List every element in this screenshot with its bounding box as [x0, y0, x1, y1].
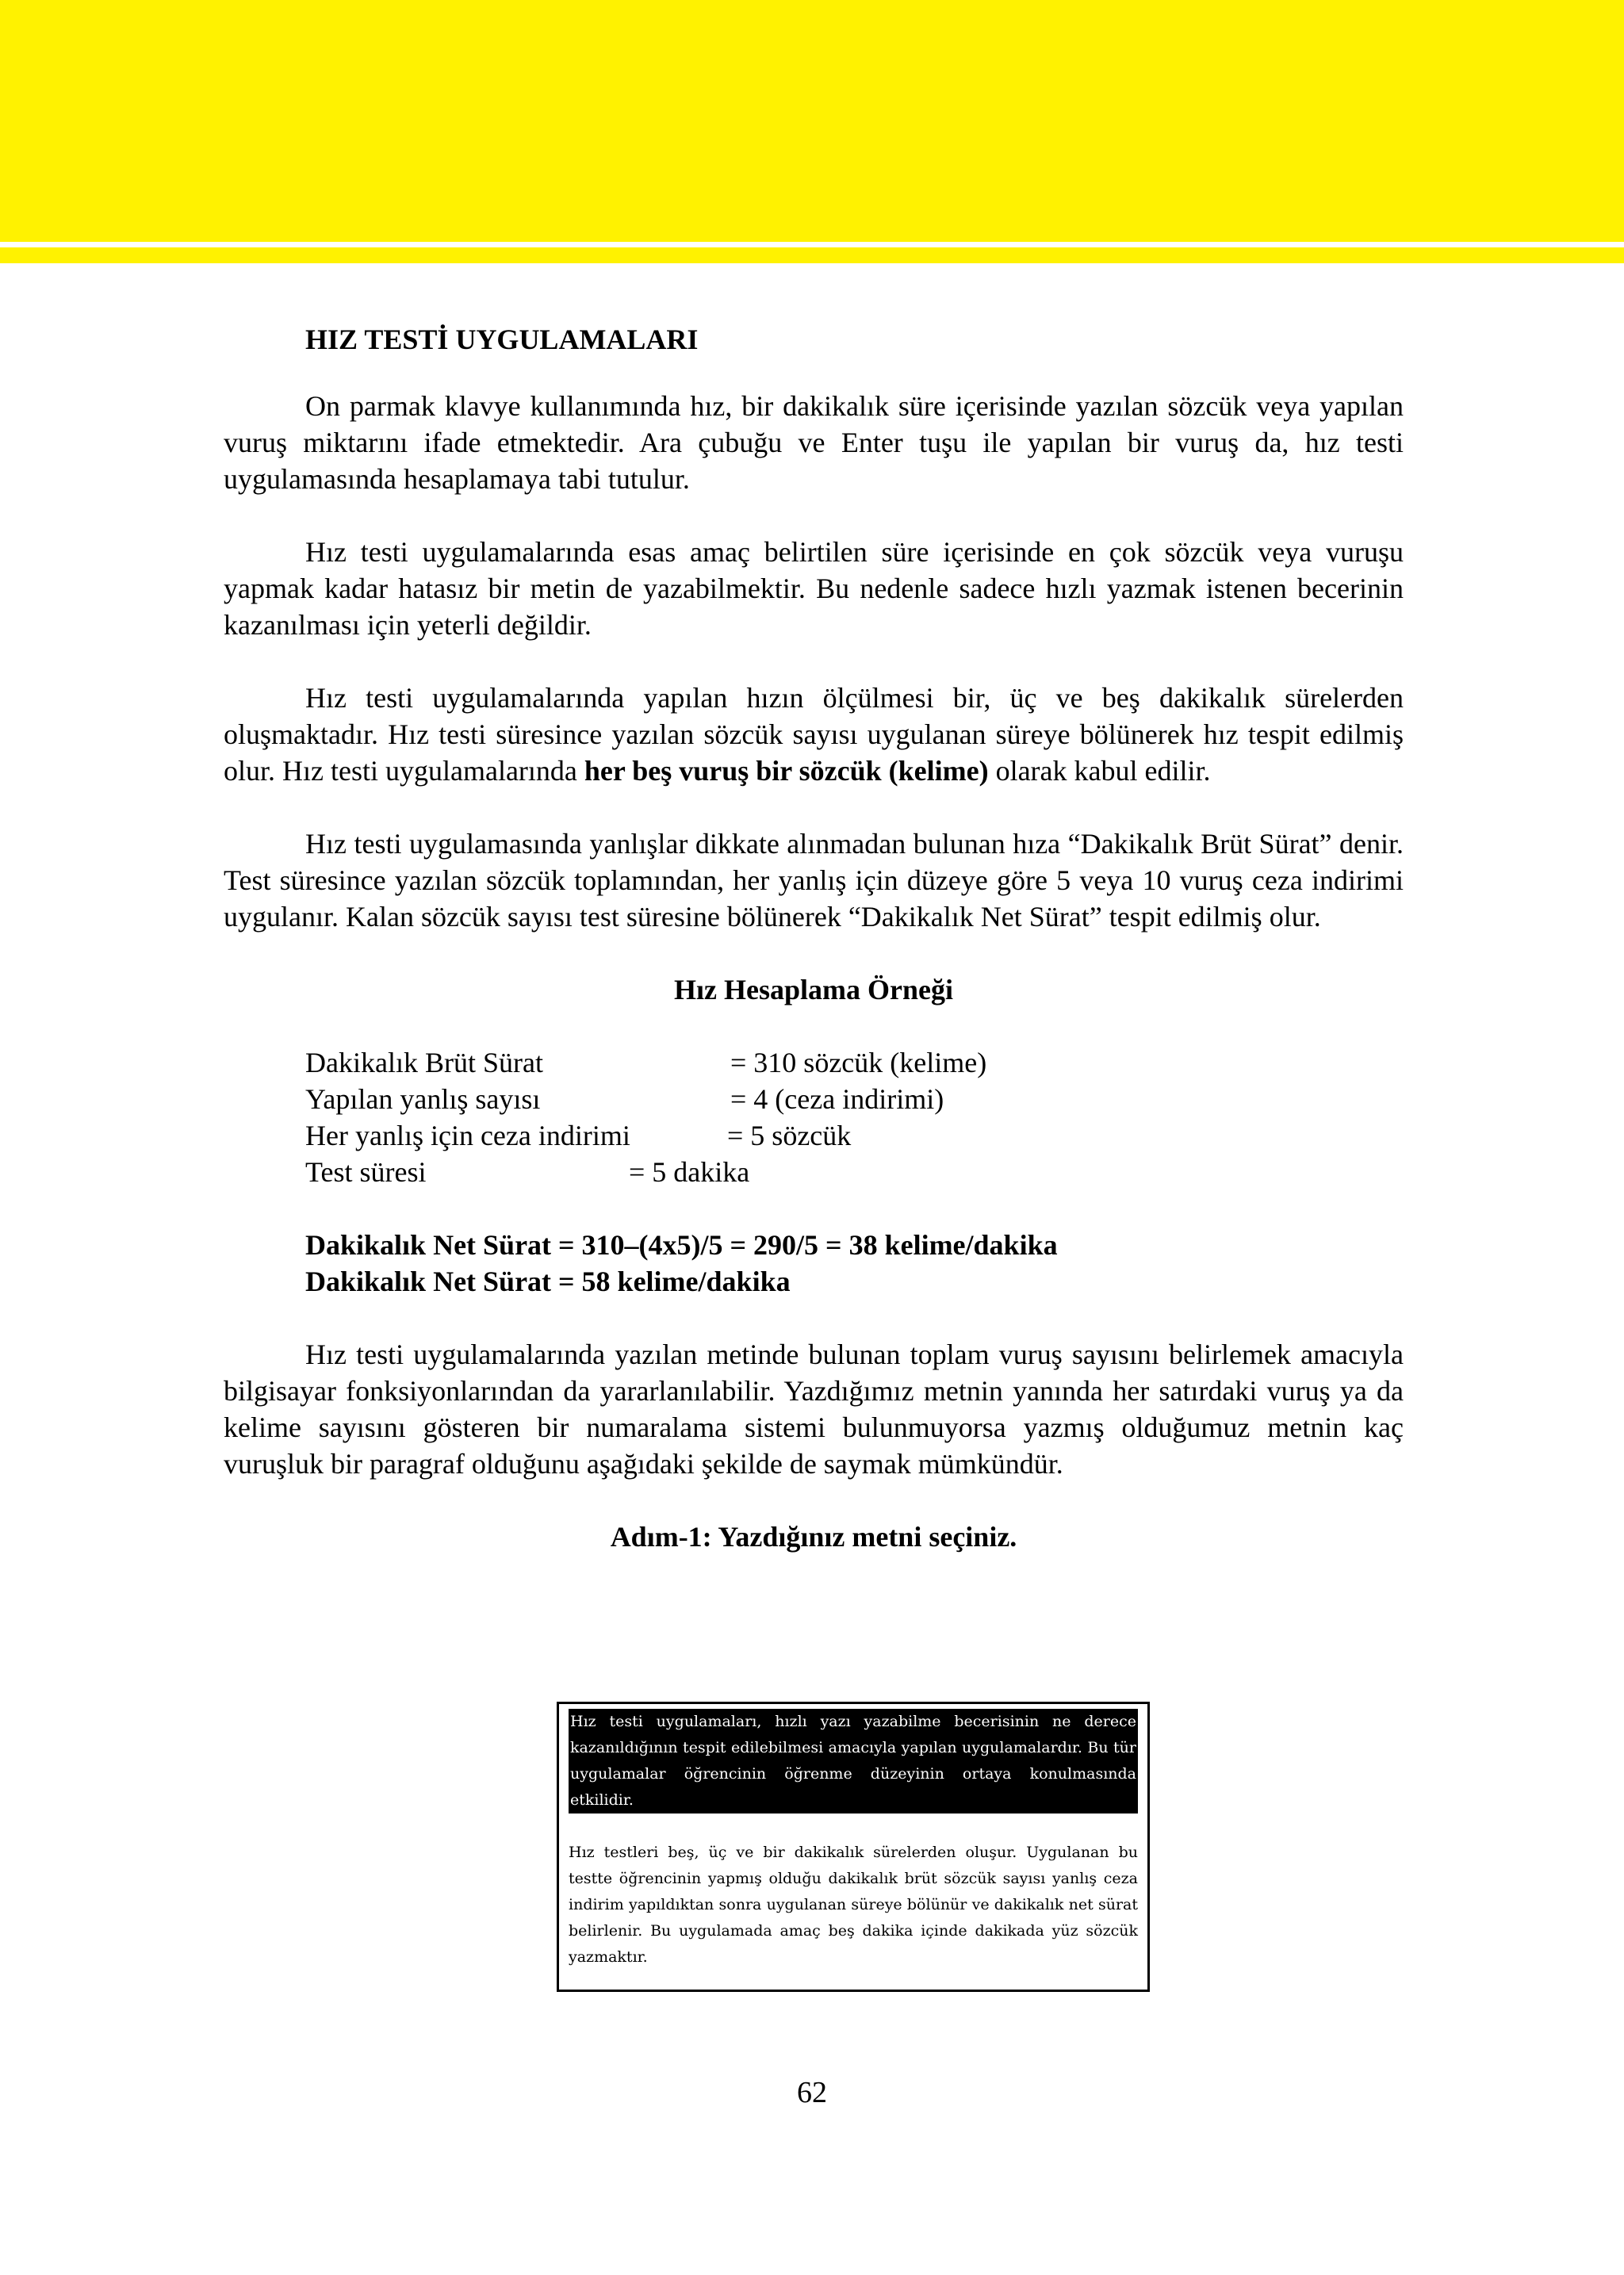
calculation-value: = 310 sözcük (kelime): [730, 1047, 987, 1078]
calculation-row: [305, 1044, 1404, 1081]
net-speed-results: [305, 1227, 1404, 1300]
paragraph-1: On parmak klavye kullanımında hız, bir dakikalık süre içerisinde yazılan sözcük veya yapılan vuruş miktarını ifade etmektedir. Ara çubuğu ve Enter tuşu ile yapılan bir vuruş da, hız testi uygulamasında hesaplamaya tabi tutulur.: [224, 390, 1404, 495]
net-speed-formula: Dakikalık Net Sürat = 310–(4x5)/5 = 290/5 = 38 kelime/dakika: [305, 1229, 1058, 1261]
paragraph-2: Hız testi uygulamalarında esas amaç belirtilen süre içerisinde en çok sözcük veya vuruşu yapmak kadar hatasız bir metin de yazabilmektir. Bu nedenle sadece hızlı yazmak istenen becerinin kazanılması için yeterli değildir.: [224, 536, 1404, 641]
calculation-label: Dakikalık Brüt Sürat: [305, 1047, 543, 1078]
calculation-label: Test süresi: [305, 1156, 427, 1188]
paragraph-5: Hız testi uygulamalarında yazılan metinde bulunan toplam vuruş sayısını belirlemek amacıyla bilgisayar fonksiyonlarından da yararlanılabilir. Yazdığımız metnin yanında her satırdaki vuruş ya da kelime sayısını gösteren bir numaralama sistemi bulunmuyorsa yazmış olduğumuz metnin kaç vuruşluk bir paragraf olduğunu aşağıdaki şekilde de saymak mümkündür.: [224, 1339, 1404, 1480]
paragraph-3-text-end: olarak kabul edilir.: [988, 755, 1211, 787]
page-number: 62: [797, 2076, 827, 2109]
step-title: Adım-1: Yazdığınız metni seçiniz.: [610, 1521, 1017, 1553]
section-heading: HIZ TESTİ UYGULAMALARI: [305, 324, 699, 355]
paragraph-3-text-start: Hız testi uygulamalarında yapılan hızın ölçülmesi bir, üç ve beş dakikalık sürelerden oluşmaktadır. Hız testi süresince yazılan sözcük sayısı uygulanan süreye bölünerek hız tespit edilmiş olur. Hız testi uygulamalarında: [224, 682, 1404, 787]
calculation-value: = 5 dakika: [629, 1156, 750, 1188]
page-content: [224, 321, 1404, 1591]
net-speed-result: Dakikalık Net Sürat = 58 kelime/dakika: [305, 1266, 791, 1297]
calculation-value: = 4 (ceza indirimi): [730, 1083, 944, 1115]
paragraph-4: Hız testi uygulamasında yanlışlar dikkate alınmadan bulunan hıza “Dakikalık Brüt Sürat” denir. Test süresince yazılan sözcük toplamından, her yanlış için düzeye göre 5 veya 10 vuruş ceza indirimi uygulanır. Kalan sözcük sayısı test süresine bölünerek “Dakikalık Net Sürat” tespit edilmiş olur.: [224, 828, 1404, 933]
paragraph-3: [224, 680, 1404, 789]
example-title: Hız Hesaplama Örneği: [674, 974, 953, 1005]
calculation-value: = 5 sözcük: [727, 1120, 852, 1151]
unselected-sample-text[interactable]: Hız testleri beş, üç ve bir dakikalık sürelerden oluşur. Uygulanan bu testte öğrencinin yapmış olduğu dakikalık brüt sözcük sayısı yanlış ceza indirim yapıldıktan sonra uygulanan süreye bölünür ve dakikalık net sürat belirlenir. Bu uygulamada amaç beş dakika içinde dakikada yüz sözcük yazmaktır.: [569, 1844, 1138, 1966]
paragraph-3-bold-text: her beş vuruş bir sözcük (kelime): [584, 755, 989, 787]
selected-sample-text[interactable]: Hız testi uygulamaları, hızlı yazı yazabilme becerisinin ne derece kazanıldığının tespit edilebilmesi amacıyla yapılan uygulamalardır. Bu tür uygulamalar öğrencinin öğrenme düzeyinin ortaya konulmasında etkilidir.: [569, 1709, 1138, 1813]
calculation-row: [305, 1117, 1404, 1154]
header-banner-stripe: [0, 247, 1624, 263]
calculation-label: Yapılan yanlış sayısı: [305, 1083, 541, 1115]
calculation-row: [305, 1154, 1404, 1190]
calculation-row: [305, 1081, 1404, 1117]
sample-text-screenshot: [557, 1702, 1150, 1992]
header-banner: [0, 0, 1624, 242]
calculation-table: [305, 1044, 1404, 1190]
calculation-label: Her yanlış için ceza indirimi: [305, 1120, 630, 1151]
